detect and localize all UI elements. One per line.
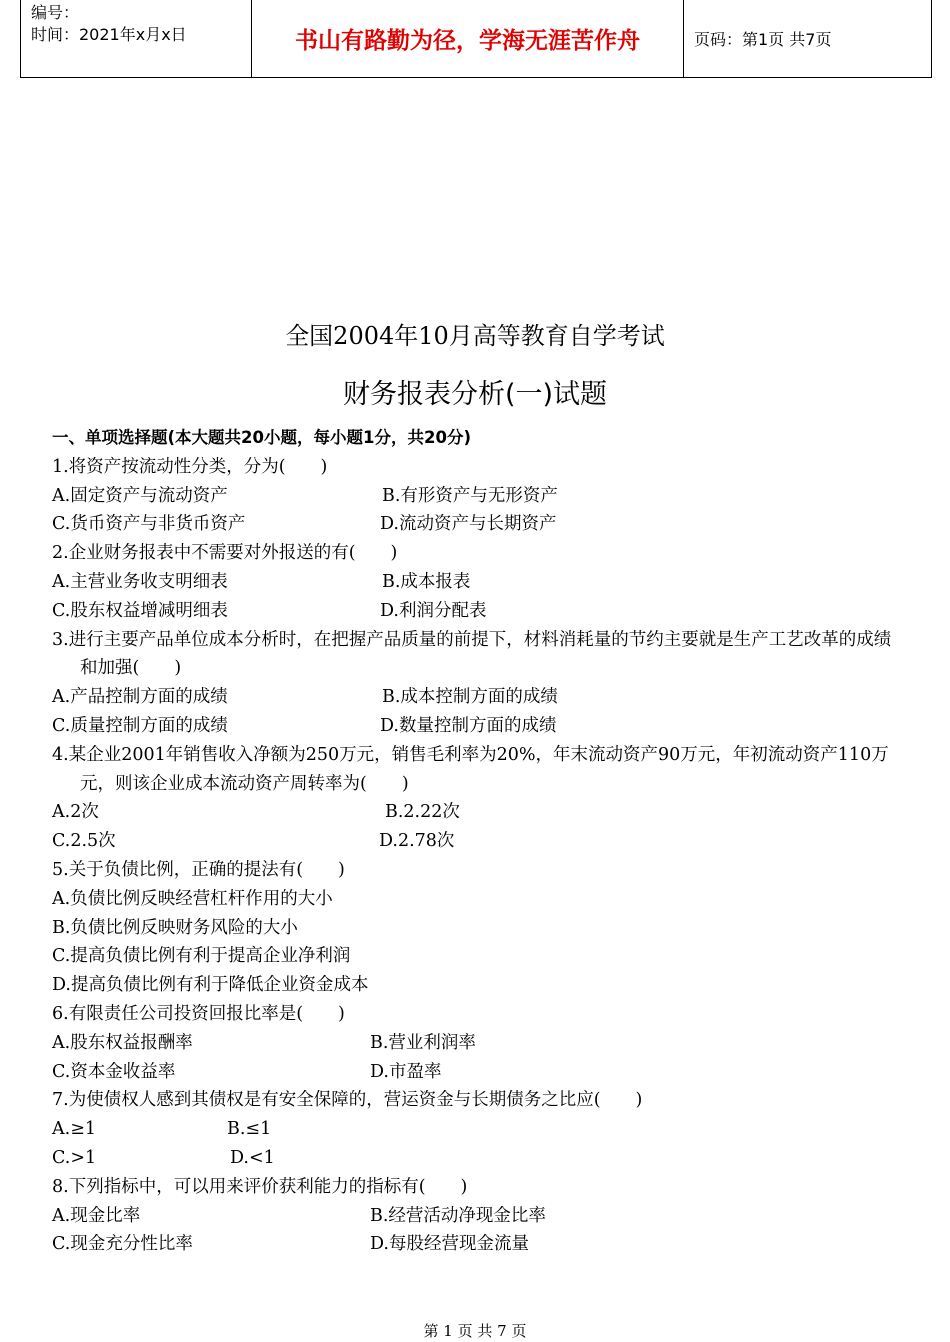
option-a: A.固定资产与流动资产 (52, 485, 228, 506)
option-b: B.≤1 (227, 1119, 272, 1140)
question-stem: 4.某企业2001年销售收入净额为250万元，销售毛利率为20%，年末流动资产90万元，年初流动资产110万元，则该企业成本流动资产周转率为( ) (52, 744, 889, 794)
option-row (52, 1029, 902, 1058)
question-stem: 3.进行主要产品单位成本分析时，在把握产品质量的前提下，材料消耗量的节约主要就是生产工艺改革的成绩和加强( ) (52, 629, 892, 679)
option-row (52, 1202, 902, 1231)
option-d: D.市盈率 (370, 1061, 442, 1082)
option-a: A.股东权益报酬率 (52, 1032, 193, 1053)
section-heading: 一、单项选择题(本大题共20小题，每小题1分，共20分) (52, 428, 471, 447)
option-c: C.资本金收益率 (52, 1061, 176, 1082)
option-row (52, 683, 902, 712)
page-footer: 第 1 页 共 7 页 (423, 1322, 527, 1340)
option-d: D.数量控制方面的成绩 (380, 715, 557, 736)
option-b: B.营业利润率 (370, 1032, 476, 1053)
header-motto: 书山有路勤为径，学海无涯苦作舟 (252, 0, 684, 77)
option-a: A.2次 (52, 802, 99, 823)
exam-content (52, 424, 902, 1259)
option-c: C.货币资产与非货币资产 (52, 514, 246, 535)
option-b: B.成本报表 (382, 571, 471, 592)
option-a: A.现金比率 (52, 1205, 141, 1226)
question-stem: 7.为使债权人感到其债权是有安全保障的，营运资金与长期债务之比应( ) (52, 1090, 643, 1111)
option-d: D.流动资产与长期资产 (380, 514, 557, 535)
option-d: D.<1 (230, 1147, 275, 1168)
option-d: D.利润分配表 (380, 600, 487, 621)
option-c: C.质量控制方面的成绩 (52, 715, 228, 736)
option-d: D.提高负债比例有利于降低企业资金成本 (52, 975, 369, 996)
header-meta (21, 0, 252, 77)
question-stem: 1.将资产按流动性分类，分为( ) (52, 456, 328, 477)
option-row (52, 712, 902, 741)
option-b: B.成本控制方面的成绩 (382, 687, 558, 708)
option-row (52, 1230, 902, 1259)
option-b: B.有形资产与无形资产 (382, 485, 558, 506)
option-row (52, 798, 902, 827)
exam-title: 全国2004年10月高等教育自学考试 (285, 322, 665, 350)
option-a: A.负债比例反映经营杠杆作用的大小 (52, 888, 333, 909)
document-time-label: 时间：2021年x月x日 (31, 25, 187, 44)
option-d: D.每股经营现金流量 (370, 1234, 529, 1255)
option-row (52, 510, 902, 539)
option-a: A.≥1 (52, 1119, 96, 1140)
question-stem: 6.有限责任公司投资回报比率是( ) (52, 1003, 345, 1024)
option-c: C.股东权益增减明细表 (52, 600, 228, 621)
option-row (52, 482, 902, 511)
option-c: C.提高负债比例有利于提高企业净利润 (52, 946, 351, 967)
option-b: B.2.22次 (385, 802, 460, 823)
option-row (52, 597, 902, 626)
option-row (52, 1144, 902, 1173)
option-c: C.现金充分性比率 (52, 1234, 193, 1255)
header-page-info: 页码：第1页 共7页 (694, 30, 832, 49)
option-row (52, 1058, 902, 1087)
option-row (52, 568, 902, 597)
document-number-label: 编号： (31, 3, 80, 22)
option-d: D.2.78次 (379, 831, 455, 852)
question-stem: 8.下列指标中，可以用来评价获利能力的指标有( ) (52, 1176, 468, 1197)
option-row (52, 827, 902, 856)
option-a: A.主营业务收支明细表 (52, 571, 228, 592)
exam-subject-title: 财务报表分析(一)试题 (342, 379, 608, 410)
question-stem: 5.关于负债比例，正确的提法有( ) (52, 859, 345, 880)
option-b: B.负债比例反映财务风险的大小 (52, 917, 298, 938)
option-c: C.>1 (52, 1147, 97, 1168)
option-b: B.经营活动净现金比率 (370, 1205, 546, 1226)
option-a: A.产品控制方面的成绩 (52, 687, 228, 708)
page-header (20, 0, 932, 78)
question-stem: 2.企业财务报表中不需要对外报送的有( ) (52, 543, 398, 564)
option-row (52, 1115, 902, 1144)
option-c: C.2.5次 (52, 831, 116, 852)
